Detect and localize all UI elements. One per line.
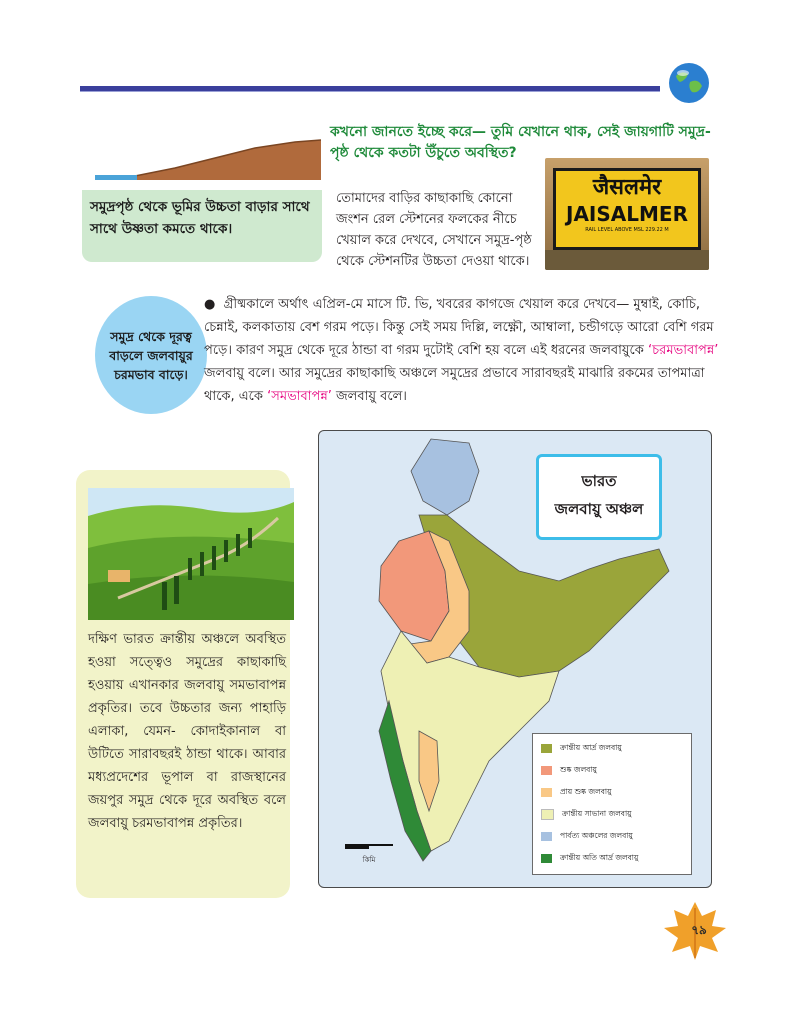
map-title-line-2: জলবায়ু অঞ্চল [554,500,644,518]
scale-label: কিমি [362,856,376,864]
station-name-english: JAISALMER [566,202,688,226]
legend-label: ক্রান্তীয় অতি আর্দ্র জলবায়ু [560,853,639,862]
map-title [536,454,662,540]
terrain-illustration [95,136,321,184]
legend-label: প্রায় শুষ্ক জলবায়ু [560,787,612,796]
term-equable: ‘সমভাবাপন্ন’ [267,389,332,404]
climate-paragraph [204,293,724,408]
bubble-text: সমুদ্র থেকে দূরত্ব বাড়লে জলবায়ুর চরমভাব বাড়ে। [109,328,193,382]
info-bubble [95,296,207,414]
bullet-icon: ● [204,297,224,312]
map-scale [345,838,393,868]
legend-label: ক্রান্তীয় আর্দ্র জলবায়ু [560,743,622,752]
page-number: ৭৯ [691,923,707,937]
legend-label: পার্বত্য অঞ্চলের জলবায়ু [560,831,633,840]
paragraph-part-2: জলবায়ু বলে। আর সমুদ্রের কাছাকাছি অঞ্চলে সমুদ্রের প্রভাবে সারাবছরই মাঝারি রকমের তাপমাত্রা থাকে, একে [204,366,705,404]
station-level: RAIL LEVEL ABOVE MSL 229.22 M [585,227,669,233]
legend-item [541,742,622,754]
legend-swatch [541,744,552,753]
header-rule [80,86,660,92]
legend-item [541,764,597,776]
hill-landscape-photo [88,488,294,620]
legend-item [541,786,612,798]
paragraph-part-3: জলবায়ু বলে। [336,389,407,404]
legend-label: ক্রান্তীয় সাভানা জলবায়ু [562,809,632,818]
station-sign-photo [545,158,709,270]
legend-swatch [541,854,552,863]
legend-swatch [541,832,552,841]
question-text: কখনো জানতে ইচ্ছে করে— তুমি যেখানে থাক, সেই জায়গাটি সমুদ্র-পৃষ্ঠ থেকে কতটা উঁচুতে অবস্থিত? [330,124,711,161]
paragraph-part-1: গ্রীষ্মকালে অর্থাৎ এপ্রিল-মে মাসে টি. ভি, খবরের কাগজে খেয়াল করে দেখবে— মুম্বাই, কোচি, চেন্নাই, কলকাতায় বেশ গরম পড়ে। কিন্তু সেই সময় দিল্লি, লক্ষ্ণৌ, আম্বালা, চন্ডীগড়ে আরো বেশি গরম পড়ে। কারণ সমুদ্র থেকে দূরে ঠান্ডা বা গরম দুটোই বেশি হয় বলে এই ধরনের জলবায়ুকে [204,297,714,358]
legend-label: শুষ্ক জলবায়ু [560,765,597,774]
map-title-line-1: ভারত [581,472,617,490]
side-panel-text: দক্ষিণ ভারত ক্রান্তীয় অঞ্চলে অবস্থিত হওয়া সত্ত্বেও সমুদ্রের কাছাকাছি হওয়ায় এখানকার জলবায়ু সমভাবাপন্ন প্রকৃতির। তবে উচ্চতার জন্য পাহাড়ি এলাকা, যেমন- কোদাইকানাল বা উটিতে সারাবছরই ঠান্ডা থাকে। আবার মধ্যপ্রদেশের ভূপাল বা রাজস্থানের জয়পুর সমুদ্র থেকে দূরে অবস্থিত বলে জলবায়ু চরমভাবাপন্ন প্রকৃতির। [88,632,286,831]
legend-swatch [541,809,554,820]
legend-item [541,808,632,820]
term-extreme: ‘চরমভাবাপন্ন’ [648,343,719,358]
legend-swatch [541,788,552,797]
legend-swatch [541,766,552,775]
legend-item [541,830,633,842]
station-name-hindi: जैसलमेर [592,175,662,200]
legend-item [541,852,638,864]
station-text: তোমাদের বাড়ির কাছাকাছি কোনো জংশন রেল স্টেশনের ফলকের নীচে খেয়াল করে দেখবে, সেখানে সমুদ্র-পৃষ্ঠ থেকে স্টেশনটির উচ্চতা দেওয়া থাকে। [336,191,532,269]
map-legend [532,733,692,875]
terrain-caption: সমুদ্রপৃষ্ঠ থেকে ভূমির উচ্চতা বাড়ার সাথে সাথে উষ্ণতা কমতে থাকে। [82,190,322,262]
globe-icon [668,62,710,104]
